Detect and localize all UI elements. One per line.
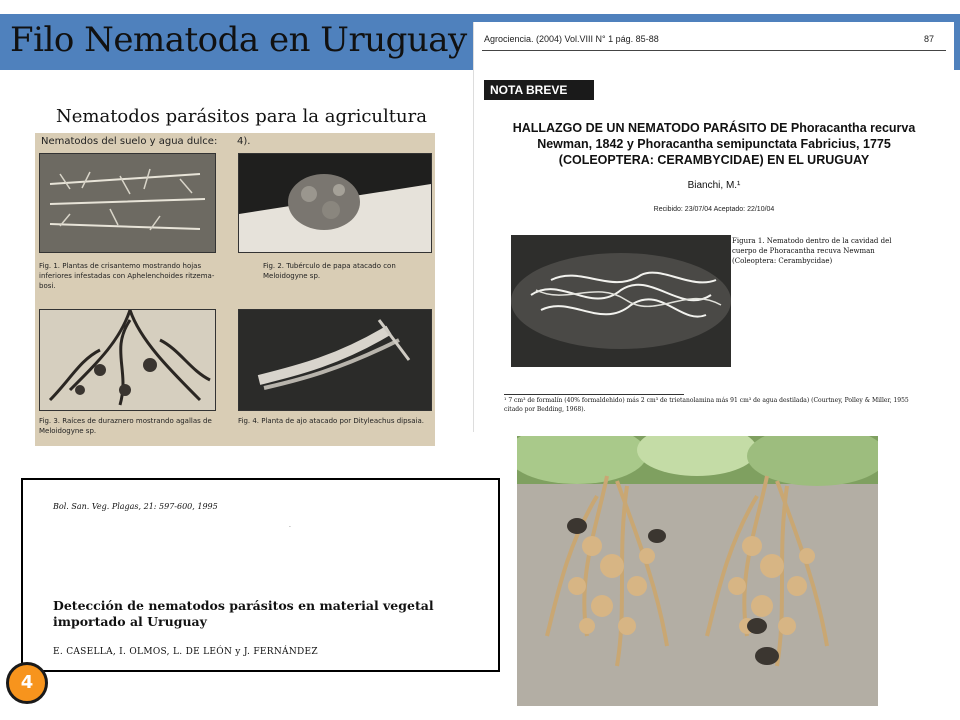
article-title-line2: Newman, 1842 y Phoracantha semipunctata Fabricius, 1775 bbox=[537, 137, 891, 151]
footnote: ¹ 7 cm³ de formalín (40% formaldehido) más 2 cm³ de trietanolamina más 91 cm³ de agua destilada) (Courtney, Polley & Miller, 1955 citado por Bedding, 1968). bbox=[504, 397, 909, 413]
fig3-caption: Fig. 3. Raíces de duraznero mostrando agallas de Meloidogyne sp. bbox=[39, 417, 212, 435]
lettuce-roots-photo bbox=[517, 436, 878, 706]
nematode-photo bbox=[511, 235, 731, 367]
article2-title: Detección de nematodos parásitos en material vegetal importado al Uruguay bbox=[53, 598, 434, 629]
article-dates: Recibido: 23/07/04 Aceptado: 22/10/04 bbox=[653, 206, 775, 213]
chrysanthemum-photo bbox=[40, 154, 215, 252]
article-title bbox=[474, 120, 954, 168]
root-knot-photo bbox=[517, 436, 878, 706]
fig1-caption: Fig. 1. Plantas de crisantemo mostrando hojas inferiores infestadas con Aphelenchoides ritzema-bosi. bbox=[39, 262, 215, 290]
footnote-rule bbox=[504, 394, 684, 395]
article-title-line1: HALLAZGO DE UN NEMATODO PARÁSITO DE Phoracantha recurva bbox=[512, 121, 916, 135]
plate-fig3-peach-roots bbox=[39, 309, 216, 411]
plate-fig2-potato bbox=[238, 153, 432, 253]
slide-subtitle: Nematodos parásitos para la agricultura bbox=[56, 106, 427, 127]
fig4-caption: Fig. 4. Planta de ajo atacado por Dityleachus dipsaia. bbox=[238, 417, 424, 425]
header-rule bbox=[482, 50, 946, 51]
article-author: Bianchi, M.¹ bbox=[687, 180, 741, 191]
potato-photo bbox=[239, 154, 431, 252]
plate-fig1-chrysanthemum bbox=[39, 153, 216, 253]
journal-reference: Agrociencia. (2004) Vol.VIII N° 1 pág. 85-88 bbox=[484, 34, 659, 44]
article-agrociencia bbox=[473, 22, 954, 432]
garlic-photo bbox=[239, 310, 431, 410]
scanned-plates-image bbox=[35, 133, 435, 446]
article-title-line3: (COLEOPTERA: CERAMBYCIDAE) EN EL URUGUAY bbox=[558, 153, 870, 167]
article-bol-san-veg bbox=[21, 478, 500, 672]
article2-authors: E. CASELLA, I. OLMOS, L. DE LEÓN y J. FERNÁNDEZ bbox=[53, 647, 318, 657]
nematode-figure-photo bbox=[511, 235, 731, 367]
plates-header-tail: 4). bbox=[237, 136, 251, 147]
peach-roots-photo bbox=[40, 310, 215, 410]
slide-number-badge: 4 bbox=[6, 662, 48, 704]
plate-fig4-garlic bbox=[238, 309, 432, 411]
speck: · bbox=[289, 524, 291, 531]
figure-caption: Figura 1. Nematodo dentro de la cavidad del cuerpo de Phoracantha recuva Newman (Coleoptera: Cerambycidae) bbox=[732, 237, 892, 265]
page-number: 87 bbox=[923, 34, 934, 44]
section-label: NOTA BREVE bbox=[484, 80, 594, 100]
fig2-caption: Fig. 2. Tubérculo de papa atacado con Meloidogyne sp. bbox=[263, 262, 396, 280]
journal-reference-2: Bol. San. Veg. Plagas, 21: 597-600, 1995 bbox=[53, 502, 218, 511]
slide-title: Filo Nematoda en Uruguay bbox=[10, 20, 467, 60]
plates-header: Nematodos del suelo y agua dulce: bbox=[41, 136, 218, 147]
